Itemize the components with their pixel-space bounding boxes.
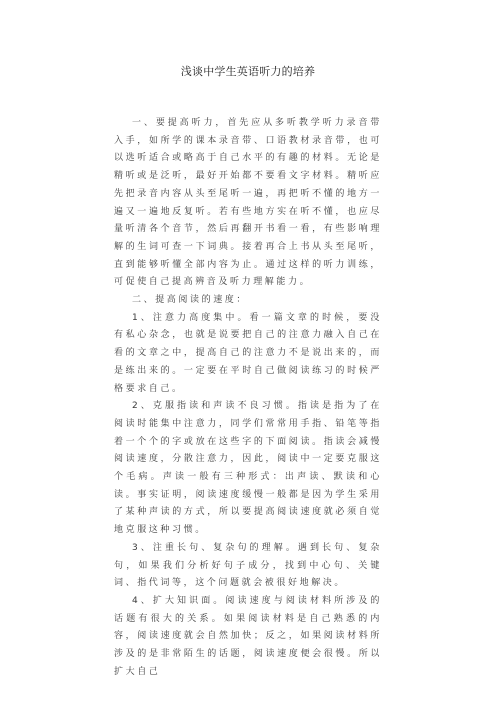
paragraph-reading-point-4: 4、扩大知识面。阅读速度与阅读材料所涉及的话题有很大的关系。如果阅读材料是自己熟悉的内容，阅读速度就会自然加快；反之，如果阅读材料所涉及的是非常陌生的话题，阅读速度便会很慢。所以扩大自己 <box>114 595 382 677</box>
document-body <box>114 115 382 682</box>
paragraph-reading-point-2: 2、克服指读和声读不良习惯。指读是指为了在阅读时能集中注意力，同学们常常用手指、铅笔等指着一个个的字或放在这些字的下面阅读。指读会减慢阅读速度，分散注意力，因此，阅读中一定要克服这个毛病。声读一般有三种形式：出声读、默读和心读。事实证明，阅读速度缓慢一般都是因为学生采用了某种声读的方式，所以要提高阅读速度就必须自觉地克服这种习惯。 <box>114 401 382 536</box>
paragraph-listening: 一、要提高听力，首先应从多听教学听力录音带入手，如所学的课本录音带、口语教材录音带，也可以选听适合或略高于自己水平的有趣的材料。无论是精听或是泛听，最好开始都不要看文字材料。精听应先把录音内容从头至尾听一遍，再把听不懂的地方一遍又一遍地反复听。若有些地方实在听不懂，也应尽量听清各个音节，然后再翻开书看一看，有些影响理解的生词可查一下词典。接着再合上书从头至尾听，直到能够听懂全部内容为止。通过这样的听力训练，可促使自己提高辨音及听力理解能力。 <box>114 118 382 288</box>
paragraph-reading-heading: 二、提高阅读的速度： <box>132 295 249 306</box>
paragraph-reading-point-3: 3、注重长句、复杂句的理解。遇到长句、复杂句，如果我们分析好句子成分，找到中心句、关键词、指代词等，这个问题就会被很好地解决。 <box>114 542 382 589</box>
document-title: 浅谈中学生英语听力的培养 <box>180 65 316 78</box>
paragraph-reading-point-1: 1、注意力高度集中。看一篇文章的时候，要没有私心杂念，也就是说要把自己的注意力融入自己在看的文章之中，提高自己的注意力不是说出来的，而是练出来的。一定要在平时自己做阅读练习的时候严格要求自己。 <box>114 312 382 394</box>
